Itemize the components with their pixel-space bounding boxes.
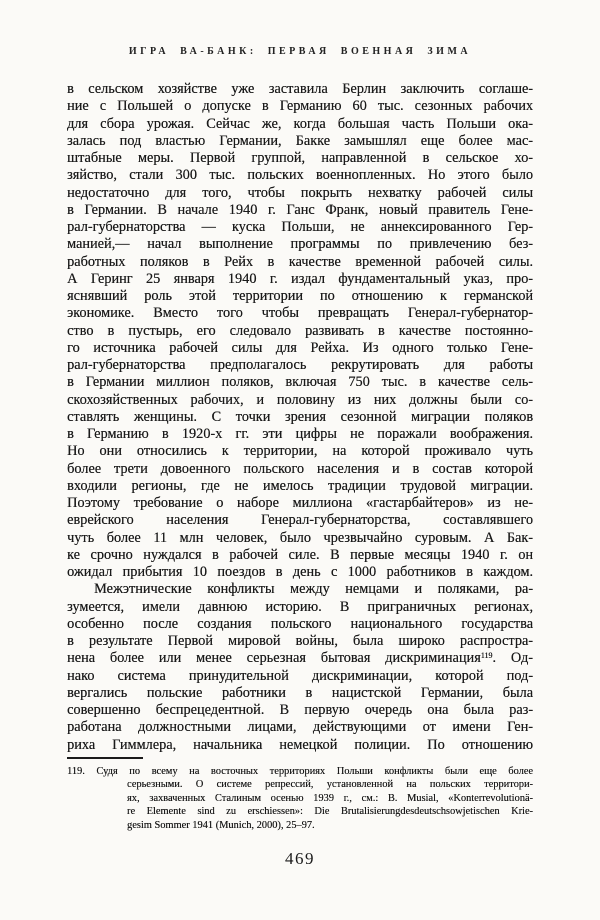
body-text [67,81,533,754]
body-line: работных поляков в Рейх в качестве временной рабочей силы. [67,253,533,270]
body-line: в Германии миллион поляков, включая 750 тыс. в качестве сель- [67,374,533,391]
page-number: 469 [285,849,315,868]
body-line: ние с Польшей о допуске в Германию 60 тыс. сезонных рабочих [67,98,533,115]
body-line: входили регионы, где не имелось традиции трудовой миграции. [67,477,533,494]
body-line: ство в пустырь, его следовало развивать в качестве постоянно- [67,322,533,339]
footnote-line: 119. Судя по всему на восточных территориях Польши конфликты были еще более [67,766,533,777]
footnote-line: gesim Sommer 1941 (Munich, 2000), 25–97. [127,819,315,831]
body-line: для сбора урожая. Сейчас же, когда большая часть Польши ока- [67,115,533,132]
body-line: в Германии. В начале 1940 г. Ганс Франк, новый правитель Гене- [67,201,533,218]
body-line: рал-губернаторства — куска Польши, не аннексированного Гер- [67,219,533,235]
body-line: в результате Первой мировой войны, была широко распростра- [67,633,533,649]
body-line: нако система принудительной дискриминации, которой под- [67,667,533,684]
body-line: Но они относились к территории, на которой проживало чуть [67,443,533,460]
body-line: яснявший роль этой территории по отношению к германской [67,288,533,304]
footnote-line: серьезными. О системе репрессий, установленной на польских территори- [127,779,533,791]
body-line: более трети довоенного польского населения и в состав которой [67,460,533,477]
body-line: го источника рабочей силы для Рейха. Из одного только Гене- [67,339,533,356]
body-line: манией,— начал выполнение программы по привлечению без- [67,236,533,253]
footnote-line: re Elemente sind zu erschiessen»: Die Brutalisierungdesdeutschsowjetischen Krie- [127,806,533,818]
body-line: залась под властью Германии, Бакке замышлял еще более мас- [67,132,533,149]
body-line: недостаточно для того, чтобы покрыть нехватку рабочей силы [67,184,533,201]
running-head: ИГРА ВА-БАНК: ПЕРВАЯ ВОЕННАЯ ЗИМА [128,46,472,57]
body-line: чуть более 11 млн человек, было чрезвычайно суровым. А Бак- [67,529,533,546]
body-line: в Германию в 1920-х гг. эти цифры не поражали воображения. [67,426,533,442]
body-line: рал-губернаторства предполагалось рекрутировать для работы [67,357,533,373]
body-line: ожидал прибытия 10 поездов в день с 1000 работников в каждом. [67,564,533,580]
body-line-text: . Од- [492,650,533,667]
body-line: риха Гиммлера, начальника немецкой полиции. По отношению [67,736,533,753]
body-line: зяйство, стали 300 тыс. польских военнопленных. Но этого было [67,167,533,184]
body-line: Поэтому требование о наборе миллиона «гастарбайтеров» из не- [67,495,533,511]
body-line: еврейского населения Генерал-губернаторства, составлявшего [67,512,533,529]
body-line: экономике. Вместо того чтобы превращать Генерал-губернатор- [67,305,533,322]
body-line: совершенно беспрецедентной. В первую очередь она была раз- [67,702,533,718]
footnote [67,765,533,832]
footnote-separator [67,757,143,759]
body-line: А Геринг 25 января 1940 г. издал фундаментальный указ, про- [67,270,533,287]
body-line: ставлять женщины. С точки зрения сезонной миграции поляков [67,408,533,425]
body-line: в сельском хозяйстве уже заставила Берлин заключить соглаше- [67,81,533,97]
body-line: зумеется, имели давнюю историю. В приграничных регионах, [67,598,533,615]
body-line: Межэтнические конфликты между немцами и поляками, ра- [94,581,533,598]
body-line: работана должностными лицами, действующими от имени Ген- [67,719,533,736]
body-line: особенно после создания польского национального государства [67,615,533,632]
body-line: вергались польские работники в нацистской Германии, была [67,684,533,701]
body-line-text: нена более или менее серьезная бытовая дискриминация [67,650,481,667]
footnote-line: ях, захваченных Сталиным осенью 1939 г., см.: B. Musial, «Konterrevolutionä- [127,792,533,804]
body-line: ке срочно нуждался в рабочей силе. В первые месяцы 1940 г. он [67,546,533,563]
footnote-ref: 119 [480,651,493,661]
body-line [67,650,533,667]
body-line: скохозяйственных рабочих, и половину из них должны были со- [67,391,533,408]
body-line: штабные меры. Первой группой, направленной в сельское хо- [67,150,533,166]
